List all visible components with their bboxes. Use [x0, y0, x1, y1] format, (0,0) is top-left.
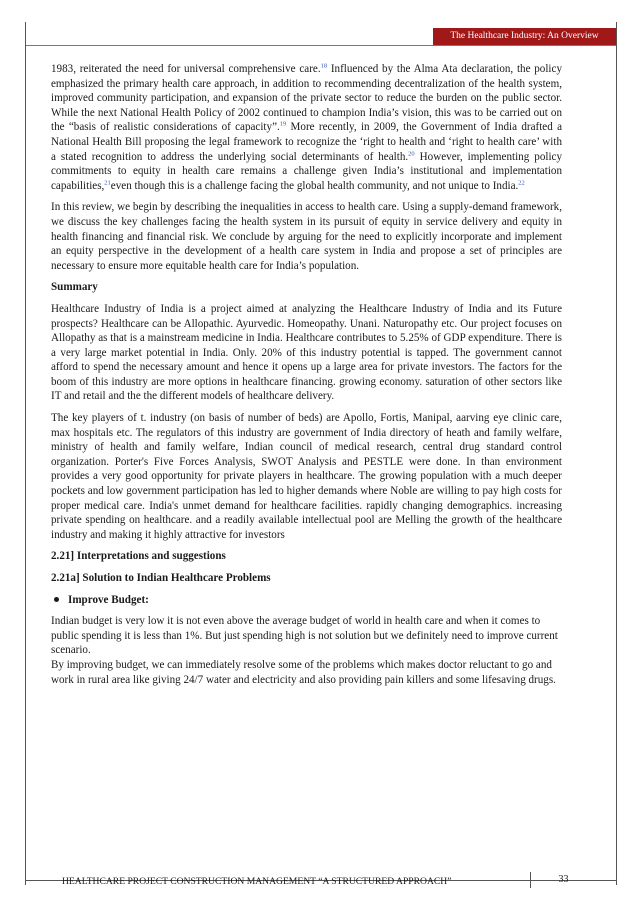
paragraph-budget-low: Indian budget is very low it is not even above the average budget of world in health care and when it comes to public spending it is less than 1%. But just spending high is not solution but we definitely need to improve current scenario. [51, 615, 558, 657]
text-run: However, implementing policy commitments to equity in health care remains a challenge given India’s institutional and implementation capabilities, [51, 150, 562, 192]
text-run: even though this is a challenge facing the global health community, and not unique to India. [110, 179, 519, 192]
section-heading-2-21: 2.21] Interpretations and suggestions [51, 550, 226, 563]
paragraph-budget-improve: By improving budget, we can immediately resolve some of the problems which makes doctor reluctant to go and work in rural area like giving 24/7 water and electricity and also providing pain killers and some lifesaving drugs. [51, 658, 556, 686]
header-band [26, 22, 616, 46]
paragraph-policy-history [51, 62, 562, 193]
bullet-improve-budget [51, 593, 562, 608]
footnote-ref-19[interactable]: 19 [279, 120, 287, 128]
bullet-dot-icon [54, 597, 59, 602]
bullet-label: Improve Budget: [68, 593, 149, 606]
footer-text: HEALTHCARE PROJECT CONSTRUCTION MANAGEMENT “A STRUCTURED APPROACH” [62, 876, 452, 887]
text-run: 1983, reiterated the need for universal comprehensive care. [51, 63, 321, 75]
paragraph-summary: Healthcare Industry of India is a project aimed at analyzing the Healthcare Industry of India and its Future prospects? Healthcare can be Allopathic. Ayurvedic. Homeopathy. Unani. Naturopathy etc. Our project focuses on Allopathy as that is a mainstream medicine in India. Healthcare contributes to 5.25% of GDP expenditure. There is a very large market potential in India. Only. 20% of this industry potential is tapped. The government cannot afford to spend the necessary amount and hence it opens up a large area for private investors. The factors for the boom of this industry are more options in healthcare financing. growing economy. saturation of other sectors like IT and retail and the the different models of healthcare delivery. [51, 302, 562, 403]
section-heading-2-21a: 2.21a] Solution to Indian Healthcare Problems [51, 572, 271, 584]
text-run: More recently, in 2009, the Government of India drafted a National Health Bill proposing the legal framework to recognize the ‘right to health and ‘right to health care’ with a stated recognition to address the underlying social determinants of health. [51, 121, 562, 163]
footnote-ref-18[interactable]: 18 [320, 62, 328, 70]
running-header-title: The Healthcare Industry: An Overview [433, 28, 616, 45]
footnote-ref-22[interactable]: 22 [518, 179, 525, 187]
footnote-ref-21[interactable]: 21 [104, 179, 111, 187]
footnote-ref-20[interactable]: 20 [408, 149, 415, 157]
page-number: 33 [530, 872, 596, 888]
document-body [51, 62, 562, 687]
paragraph-review-intro: In this review, we begin by describing the inequalities in access to health care. Using a supply-demand framework, we discuss the key challenges facing the health system in its pursuit of equity in service delivery and equity in health financing and financial risk. We conclude by arguing for the need to explicitly incorporate and implement an equity perspective in the development of a health care system in India and propose a set of principles are necessary to ensure more equitable health care for India’s population. [51, 201, 562, 272]
paragraph-key-players: The key players of t. industry (on basis of number of beds) are Apollo, Fortis, Manipal, aarving eye clinic care, max hospitals etc. The regulators of this industry are government of India directory of heath and family welfare, ministry of health and family welfare, Indian council of medical research, central drug standard control organization. Porter's Five Forces Analysis, SWOT Analysis and PESTLE were done. In than environment provides a very good opportunity for private players in healthcare. The growing population with a much deeper pockets and low government participation has led to higher demands where Noble are willing to pay high costs for proper medical care. India's unmet demand for healthcare facilities. rapidly changing demographics. increasing private spending on healthcare. and a readily available intellectual pool are Melling the growth of the healthcare industry and making it highly attractive for investors [51, 412, 562, 541]
text-run: Influenced by the Alma Ata declaration, the policy emphasized the primary health care approach, in addition to recommending decentralization of the health system, improved community participation, and expansion of the private sector to reduce the burden on the public sector. While the next National Health Policy of 2002 continued to champion India’s vision, this was to be carried out on the “basis of realistic considerations of capacity”. [51, 63, 562, 134]
summary-heading: Summary [51, 281, 98, 294]
